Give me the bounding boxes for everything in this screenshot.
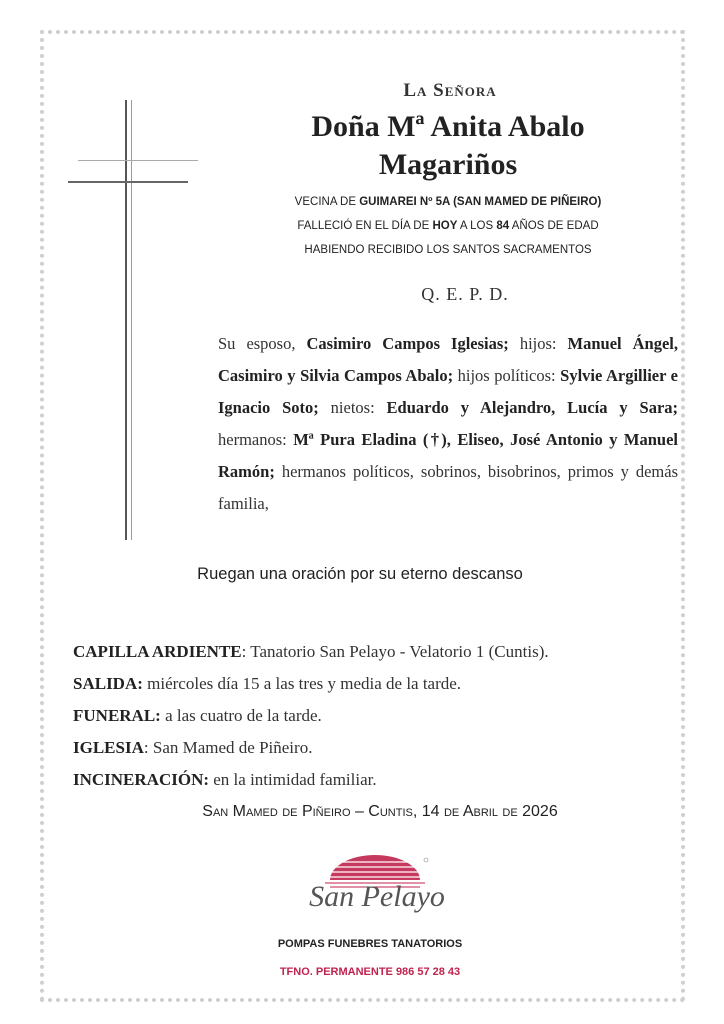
detail-row-salida: SALIDA: miércoles día 15 a las tres y media de la tarde. xyxy=(73,674,462,693)
detail-row-capilla: CAPILLA ARDIENTE: Tanatorio San Pelayo - Velatorio 1 (Cuntis). xyxy=(73,642,549,661)
title: La Señora xyxy=(403,80,497,101)
detail-row-incineracion: INCINERACIÓN: en la intimidad familiar. xyxy=(73,770,377,789)
residence-line: VECINA DE GUIMAREI Nº 5A (SAN MAMED DE PIÑEIRO) xyxy=(294,196,602,208)
detail-row-funeral: FUNERAL: a las cuatro de la tarde. xyxy=(73,706,322,725)
detail-row-iglesia: IGLESIA: San Mamed de Piñeiro. xyxy=(73,738,313,757)
logo-text: San Pelayo xyxy=(309,880,445,913)
qepd: Q. E. P. D. xyxy=(421,284,509,304)
deceased-name-line2: Magariños xyxy=(378,148,518,181)
company-name: POMPAS FUNEBRES TANATORIOS xyxy=(277,938,463,950)
family-paragraph: Su esposo, Casimiro Campos Iglesias; hijos: Manuel Ángel, Casimiro y Silvia Campos Abalo; hijos políticos: Sylvie Argillier e Ignacio Soto; nietos: Eduardo y Alejandro, Lucía y Sara; hermanos: Mª Pura Eladina (†), Eliseo, José Antonio y Manuel Ramón; hermanos políticos, sobrinos, bisobrinos, primos y demás familia, xyxy=(218,334,679,513)
sacraments-line: HABIENDO RECIBIDO LOS SANTOS SACRAMENTOS xyxy=(304,244,592,256)
place-date: San Mamed de Piñeiro – Cuntis, 14 de Abril de 2026 xyxy=(202,803,558,820)
funeral-details xyxy=(73,636,673,796)
prayer-request: Ruegan una oración por su eterno descanso xyxy=(197,565,523,583)
phone-number: TFNO. PERMANENTE 986 57 28 43 xyxy=(279,966,461,978)
death-line: FALLECIÓ EN EL DÍA DE HOY A LOS 84 AÑOS DE EDAD xyxy=(297,220,599,232)
deceased-name-line1: Doña Mª Anita Abalo xyxy=(311,110,585,143)
